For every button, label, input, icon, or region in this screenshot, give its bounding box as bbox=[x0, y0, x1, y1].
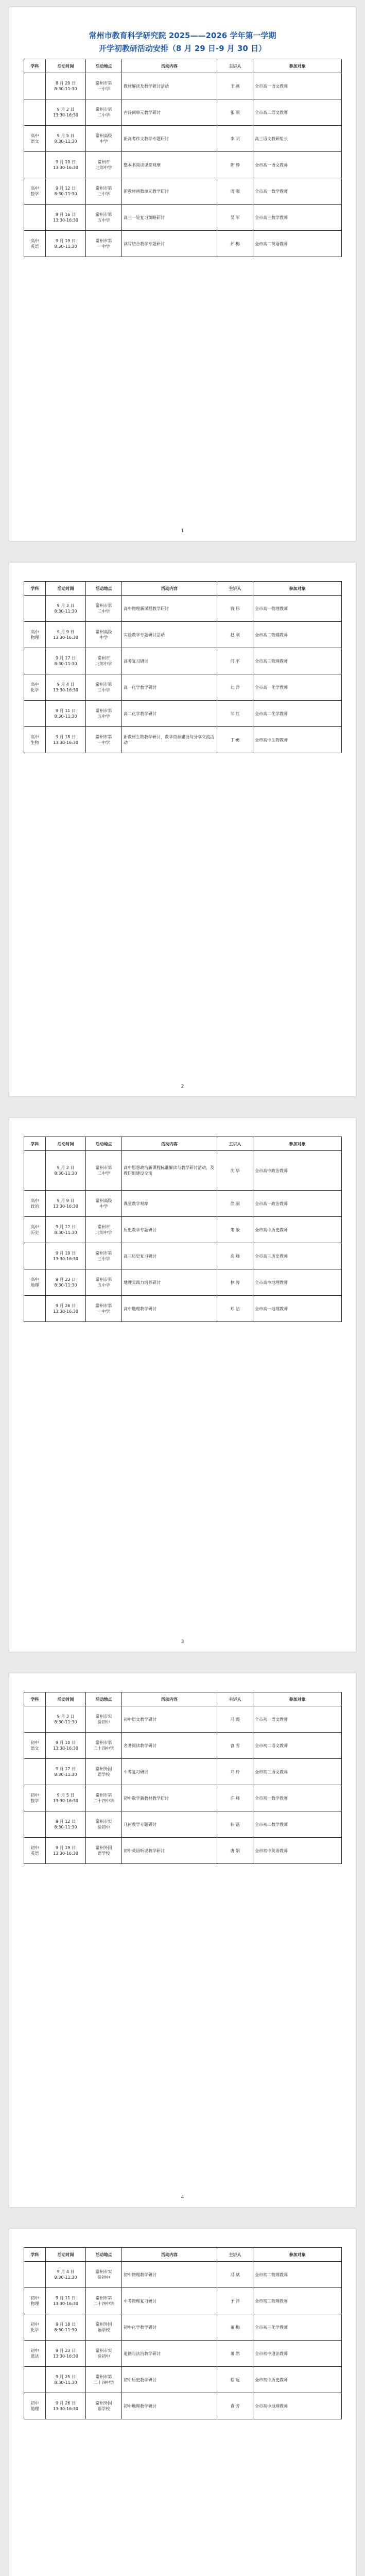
time-cell: 9 月 26 日 13:30-16:30 bbox=[46, 2393, 86, 2419]
column-header: 活动时间 bbox=[46, 59, 86, 73]
column-header: 活动内容 bbox=[122, 59, 217, 73]
speaker-cell: 徐 丽 bbox=[217, 1191, 253, 1217]
speaker-cell: 程 远 bbox=[217, 2367, 253, 2393]
content-cell: 初中语文教学研讨 bbox=[122, 1706, 217, 1733]
document-page bbox=[9, 2229, 356, 2576]
table-row bbox=[24, 1811, 342, 1838]
subject-cell bbox=[24, 1151, 46, 1191]
column-header: 学科 bbox=[24, 59, 46, 73]
audience-cell: 全市初一语文教师 bbox=[253, 1706, 342, 1733]
subject-cell: 高中 地理 bbox=[24, 1269, 46, 1296]
table-row bbox=[24, 2314, 342, 2341]
table-row bbox=[24, 648, 342, 674]
content-cell: 读写结合教学专题研讨 bbox=[122, 231, 217, 257]
audience-cell: 高三语文教研组长 bbox=[253, 126, 342, 152]
audience-cell: 全市高中历史教师 bbox=[253, 1217, 342, 1243]
subject-cell: 初中 地理 bbox=[24, 2393, 46, 2419]
time-cell: 9 月 26 日 13:30-16:30 bbox=[46, 1296, 86, 1322]
speaker-cell: 冯 霞 bbox=[217, 1706, 253, 1733]
column-header: 主讲人 bbox=[217, 1137, 253, 1151]
time-cell: 9 月 16 日 13:30-16:30 bbox=[46, 205, 86, 231]
time-cell: 9 月 23 日 8:30-11:30 bbox=[46, 1269, 86, 1296]
location-cell: 常州市 北郊中学 bbox=[86, 1217, 122, 1243]
content-cell: 课堂教学观摩 bbox=[122, 1191, 217, 1217]
location-cell: 常州高级 中学 bbox=[86, 126, 122, 152]
speaker-cell: 韩 磊 bbox=[217, 1811, 253, 1838]
page-number: 1 bbox=[181, 529, 184, 534]
speaker-cell: 刘 洋 bbox=[217, 674, 253, 701]
speaker-cell: 陈 静 bbox=[217, 152, 253, 178]
table-header-row bbox=[24, 1692, 342, 1706]
subject-cell bbox=[24, 648, 46, 674]
location-cell: 常州市第 一中学 bbox=[86, 73, 122, 99]
subject-cell: 高中 生物 bbox=[24, 727, 46, 753]
subject-cell bbox=[24, 205, 46, 231]
audience-cell: 全市高二物理教师 bbox=[253, 622, 342, 648]
audience-cell: 全市初二数学教师 bbox=[253, 1811, 342, 1838]
column-header: 学科 bbox=[24, 2248, 46, 2262]
location-cell: 常州外国 语学校 bbox=[86, 2314, 122, 2341]
audience-cell: 全市高一语文教师 bbox=[253, 73, 342, 99]
column-header: 活动内容 bbox=[122, 582, 217, 596]
speaker-cell: 孙 梅 bbox=[217, 231, 253, 257]
location-cell: 常州市第 二中学 bbox=[86, 99, 122, 126]
document-page bbox=[9, 1118, 356, 1652]
time-cell: 9 月 4 日 13:30-16:30 bbox=[46, 674, 86, 701]
audience-cell: 全市高一语文教师 bbox=[253, 152, 342, 178]
location-cell: 常州高级 中学 bbox=[86, 622, 122, 648]
location-cell: 常州市实 验初中 bbox=[86, 1811, 122, 1838]
content-cell: 中考物理复习研讨 bbox=[122, 2288, 217, 2314]
location-cell: 常州外国 语学校 bbox=[86, 1838, 122, 1864]
location-cell: 常州市第 一中学 bbox=[86, 1296, 122, 1322]
time-cell: 9 月 12 日 8:30-11:30 bbox=[46, 178, 86, 205]
time-cell: 9 月 5 日 13:30-16:30 bbox=[46, 1785, 86, 1811]
location-cell: 常州市第 一中学 bbox=[86, 231, 122, 257]
schedule-table bbox=[24, 1692, 342, 1864]
location-cell: 常州市实 验初中 bbox=[86, 2262, 122, 2288]
table-row bbox=[24, 1191, 342, 1217]
audience-cell: 全市高一地理教师 bbox=[253, 1296, 342, 1322]
time-cell: 9 月 25 日 8:30-11:30 bbox=[46, 2367, 86, 2393]
table-row bbox=[24, 2341, 342, 2367]
audience-cell: 全市初三化学教师 bbox=[253, 2314, 342, 2341]
schedule-table bbox=[24, 59, 342, 257]
column-header: 活动时间 bbox=[46, 582, 86, 596]
content-cell: 初中地理教学研讨 bbox=[122, 2393, 217, 2419]
speaker-cell: 袁 芳 bbox=[217, 2393, 253, 2419]
location-cell: 常州市第 五中学 bbox=[86, 1269, 122, 1296]
schedule-table bbox=[24, 1137, 342, 1322]
content-cell: 道德与法治教学研讨 bbox=[122, 2341, 217, 2367]
content-cell: 历史教学专题研讨 bbox=[122, 1217, 217, 1243]
table-row bbox=[24, 701, 342, 727]
time-cell: 9 月 9 日 13:30-16:30 bbox=[46, 622, 86, 648]
document-page bbox=[9, 563, 356, 1096]
column-header: 活动内容 bbox=[122, 1137, 217, 1151]
page-content bbox=[24, 1137, 341, 1322]
schedule-table bbox=[24, 2247, 342, 2419]
time-cell: 9 月 2 日 13:30-16:30 bbox=[46, 99, 86, 126]
column-header: 学科 bbox=[24, 1692, 46, 1706]
audience-cell: 全市高中政治教师 bbox=[253, 1151, 342, 1191]
page-number: 4 bbox=[181, 2195, 184, 2200]
table-row bbox=[24, 1269, 342, 1296]
page-content bbox=[24, 2247, 341, 2419]
content-cell: 地理实践力培养研讨 bbox=[122, 1269, 217, 1296]
content-cell: 高二化学教学研讨 bbox=[122, 701, 217, 727]
subject-cell bbox=[24, 2367, 46, 2393]
table-row bbox=[24, 99, 342, 126]
table-row bbox=[24, 1296, 342, 1322]
subject-cell: 初中 化学 bbox=[24, 2314, 46, 2341]
column-header: 参加对象 bbox=[253, 2248, 342, 2262]
speaker-cell: 吴 军 bbox=[217, 205, 253, 231]
speaker-cell: 萧 然 bbox=[217, 2341, 253, 2367]
table-row bbox=[24, 1243, 342, 1269]
table-row bbox=[24, 1838, 342, 1864]
table-header-row bbox=[24, 582, 342, 596]
document-page bbox=[9, 1673, 356, 2207]
audience-cell: 全市高三数学教师 bbox=[253, 205, 342, 231]
audience-cell: 全市高一政治教师 bbox=[253, 1191, 342, 1217]
audience-cell: 全市高二英语教师 bbox=[253, 231, 342, 257]
column-header: 活动内容 bbox=[122, 2248, 217, 2262]
content-cell: 古诗词单元教学研讨 bbox=[122, 99, 217, 126]
location-cell: 常州市第 三中学 bbox=[86, 674, 122, 701]
time-cell: 9 月 2 日 8:30-11:30 bbox=[46, 1151, 86, 1191]
content-cell: 高中地理教学研讨 bbox=[122, 1296, 217, 1322]
subject-cell bbox=[24, 152, 46, 178]
location-cell: 常州市 北郊中学 bbox=[86, 648, 122, 674]
subject-cell bbox=[24, 2262, 46, 2288]
content-cell: 整本书阅读课堂观摩 bbox=[122, 152, 217, 178]
column-header: 活动时间 bbox=[46, 1692, 86, 1706]
subject-cell bbox=[24, 99, 46, 126]
document-subtitle: 开学初教研活动安排（8 月 29 日-9 月 30 日） bbox=[98, 44, 267, 53]
page-content bbox=[24, 581, 341, 753]
subject-cell bbox=[24, 73, 46, 99]
table-row bbox=[24, 596, 342, 622]
audience-cell: 全市高一化学教师 bbox=[253, 674, 342, 701]
table-row bbox=[24, 2393, 342, 2419]
speaker-cell: 王 燕 bbox=[217, 73, 253, 99]
subject-cell bbox=[24, 1811, 46, 1838]
speaker-cell: 邹 红 bbox=[217, 701, 253, 727]
content-cell: 高三一轮复习策略研讨 bbox=[122, 205, 217, 231]
subject-cell bbox=[24, 1706, 46, 1733]
column-header: 主讲人 bbox=[217, 1692, 253, 1706]
table-row bbox=[24, 152, 342, 178]
speaker-cell: 唐 娟 bbox=[217, 1838, 253, 1864]
location-cell: 常州市第 五中学 bbox=[86, 701, 122, 727]
speaker-cell: 沈 华 bbox=[217, 1151, 253, 1191]
table-row bbox=[24, 622, 342, 648]
speaker-cell: 钱 伟 bbox=[217, 596, 253, 622]
subject-cell: 高中 历史 bbox=[24, 1217, 46, 1243]
location-cell: 常州外国 语学校 bbox=[86, 1759, 122, 1785]
audience-cell: 全市高三历史教师 bbox=[253, 1243, 342, 1269]
column-header: 活动地点 bbox=[86, 2248, 122, 2262]
column-header: 主讲人 bbox=[217, 582, 253, 596]
subject-cell: 高中 物理 bbox=[24, 622, 46, 648]
table-header-row bbox=[24, 2248, 342, 2262]
page-number: 3 bbox=[181, 1639, 184, 1645]
subject-cell: 初中 数学 bbox=[24, 1785, 46, 1811]
speaker-cell: 李 明 bbox=[217, 126, 253, 152]
audience-cell: 全市高二语文教师 bbox=[253, 99, 342, 126]
table-row bbox=[24, 2262, 342, 2288]
table-row bbox=[24, 231, 342, 257]
subject-cell: 初中 语文 bbox=[24, 1733, 46, 1759]
audience-cell: 全市初中历史教师 bbox=[253, 2367, 342, 2393]
location-cell: 常州市第 三中学 bbox=[86, 178, 122, 205]
subject-cell: 高中 政治 bbox=[24, 1191, 46, 1217]
table-row bbox=[24, 126, 342, 152]
audience-cell: 全市高一物理教师 bbox=[253, 596, 342, 622]
speaker-cell: 林 涛 bbox=[217, 1269, 253, 1296]
column-header: 活动时间 bbox=[46, 1137, 86, 1151]
location-cell: 常州市第 二中学 bbox=[86, 596, 122, 622]
location-cell: 常州市第 一中学 bbox=[86, 727, 122, 753]
page-content bbox=[24, 1692, 341, 1864]
time-cell: 9 月 19 日 8:30-11:30 bbox=[46, 231, 86, 257]
subject-cell: 高中 数学 bbox=[24, 178, 46, 205]
table-row bbox=[24, 1151, 342, 1191]
speaker-cell: 许 峰 bbox=[217, 1785, 253, 1811]
audience-cell: 全市初中道法教师 bbox=[253, 2341, 342, 2367]
audience-cell: 全市高中地理教师 bbox=[253, 1269, 342, 1296]
audience-cell: 全市高三物理教师 bbox=[253, 648, 342, 674]
time-cell: 9 月 17 日 8:30-11:30 bbox=[46, 648, 86, 674]
subject-cell: 初中 物理 bbox=[24, 2288, 46, 2314]
time-cell: 9 月 3 日 8:30-11:30 bbox=[46, 596, 86, 622]
location-cell: 常州市第 五中学 bbox=[86, 205, 122, 231]
content-cell: 新高考作文教学专题研讨 bbox=[122, 126, 217, 152]
time-cell: 9 月 12 日 8:30-11:30 bbox=[46, 1217, 86, 1243]
location-cell: 常州市第 二十四中学 bbox=[86, 1785, 122, 1811]
time-cell: 9 月 12 日 8:30-11:30 bbox=[46, 1811, 86, 1838]
audience-cell: 全市初三语文教师 bbox=[253, 1759, 342, 1785]
table-row bbox=[24, 178, 342, 205]
audience-cell: 全市高二化学教师 bbox=[253, 701, 342, 727]
subject-cell bbox=[24, 596, 46, 622]
location-cell: 常州市第 三中学 bbox=[86, 1243, 122, 1269]
location-cell: 常州市实 验初中 bbox=[86, 1706, 122, 1733]
location-cell: 常州市第 二中学 bbox=[86, 1151, 122, 1191]
speaker-cell: 曹 雪 bbox=[217, 1733, 253, 1759]
table-row bbox=[24, 1706, 342, 1733]
column-header: 活动时间 bbox=[46, 2248, 86, 2262]
content-cell: 实验教学专题研讨活动 bbox=[122, 622, 217, 648]
column-header: 参加对象 bbox=[253, 582, 342, 596]
time-cell: 9 月 18 日 13:30-16:30 bbox=[46, 727, 86, 753]
speaker-cell: 邓 玲 bbox=[217, 1759, 253, 1785]
table-row bbox=[24, 205, 342, 231]
speaker-cell: 朱 敏 bbox=[217, 1217, 253, 1243]
audience-cell: 全市高中生物教师 bbox=[253, 727, 342, 753]
column-header: 参加对象 bbox=[253, 1137, 342, 1151]
column-header: 主讲人 bbox=[217, 59, 253, 73]
table-row bbox=[24, 2367, 342, 2393]
location-cell: 常州市第 二十四中学 bbox=[86, 2367, 122, 2393]
location-cell: 常州高级 中学 bbox=[86, 1191, 122, 1217]
subject-cell bbox=[24, 701, 46, 727]
time-cell: 9 月 3 日 8:30-11:30 bbox=[46, 1706, 86, 1733]
table-row bbox=[24, 674, 342, 701]
location-cell: 常州市第 二十四中学 bbox=[86, 2288, 122, 2314]
column-header: 参加对象 bbox=[253, 59, 342, 73]
column-header: 学科 bbox=[24, 582, 46, 596]
table-header-row bbox=[24, 1137, 342, 1151]
audience-cell: 全市初二物理教师 bbox=[253, 2262, 342, 2288]
content-cell: 高考复习研讨 bbox=[122, 648, 217, 674]
column-header: 活动地点 bbox=[86, 1137, 122, 1151]
subject-cell bbox=[24, 1759, 46, 1785]
speaker-cell: 于 洋 bbox=[217, 2288, 253, 2314]
subject-cell bbox=[24, 1296, 46, 1322]
document-page bbox=[9, 7, 356, 541]
audience-cell: 全市初三物理教师 bbox=[253, 2288, 342, 2314]
table-row bbox=[24, 2288, 342, 2314]
content-cell: 高中物理新课程教学研讨 bbox=[122, 596, 217, 622]
audience-cell: 全市高一数学教师 bbox=[253, 178, 342, 205]
content-cell: 新教材生物教学研讨，教学资源建设与分享交流活动 bbox=[122, 727, 217, 753]
column-header: 活动地点 bbox=[86, 1692, 122, 1706]
content-cell: 初中英语听说教学研讨 bbox=[122, 1838, 217, 1864]
table-row bbox=[24, 1759, 342, 1785]
column-header: 参加对象 bbox=[253, 1692, 342, 1706]
location-cell: 常州市第 二十四中学 bbox=[86, 1733, 122, 1759]
content-cell: 高三历史复习研讨 bbox=[122, 1243, 217, 1269]
speaker-cell: 冯 斌 bbox=[217, 2262, 253, 2288]
content-cell: 初中化学教学研讨 bbox=[122, 2314, 217, 2341]
location-cell: 常州外国 语学校 bbox=[86, 2393, 122, 2419]
speaker-cell: 赵 刚 bbox=[217, 622, 253, 648]
content-cell: 高中思想政治新课程标准解读与教学研讨活动，及教研组建设交流 bbox=[122, 1151, 217, 1191]
subject-cell: 高中 化学 bbox=[24, 674, 46, 701]
location-cell: 常州市实 验初中 bbox=[86, 2341, 122, 2367]
time-cell: 9 月 17 日 8:30-11:30 bbox=[46, 1759, 86, 1785]
speaker-cell: 丁 勇 bbox=[217, 727, 253, 753]
speaker-cell: 董 梅 bbox=[217, 2314, 253, 2341]
time-cell: 9 月 9 日 13:30-16:30 bbox=[46, 1191, 86, 1217]
speaker-cell: 张 丽 bbox=[217, 99, 253, 126]
audience-cell: 全市初中地理教师 bbox=[253, 2393, 342, 2419]
time-cell: 9 月 10 日 13:30-16:30 bbox=[46, 1733, 86, 1759]
time-cell: 9 月 4 日 8:30-11:30 bbox=[46, 2262, 86, 2288]
content-cell: 初中物理教学研讨 bbox=[122, 2262, 217, 2288]
time-cell: 9 月 23 日 13:30-16:30 bbox=[46, 2341, 86, 2367]
time-cell: 8 月 29 日 8:30-11:30 bbox=[46, 73, 86, 99]
audience-cell: 全市初二语文教师 bbox=[253, 1733, 342, 1759]
column-header: 主讲人 bbox=[217, 2248, 253, 2262]
content-cell: 高一化学教学研讨 bbox=[122, 674, 217, 701]
page-number: 2 bbox=[181, 1084, 184, 1089]
table-row bbox=[24, 1733, 342, 1759]
time-cell: 9 月 10 日 13:30-16:30 bbox=[46, 152, 86, 178]
table-row bbox=[24, 1217, 342, 1243]
content-cell: 初中历史教学研讨 bbox=[122, 2367, 217, 2393]
table-row bbox=[24, 1785, 342, 1811]
location-cell: 常州市 北郊中学 bbox=[86, 152, 122, 178]
document-title: 常州市教育科学研究院 2025——2026 学年第一学期 bbox=[89, 31, 276, 40]
column-header: 活动内容 bbox=[122, 1692, 217, 1706]
audience-cell: 全市初一数学教师 bbox=[253, 1785, 342, 1811]
time-cell: 9 月 18 日 8:30-11:30 bbox=[46, 2314, 86, 2341]
time-cell: 9 月 19 日 13:30-16:30 bbox=[46, 1838, 86, 1864]
table-row bbox=[24, 73, 342, 99]
time-cell: 9 月 5 日 8:30-11:30 bbox=[46, 126, 86, 152]
content-cell: 几何教学专题研讨 bbox=[122, 1811, 217, 1838]
column-header: 活动地点 bbox=[86, 582, 122, 596]
table-header-row bbox=[24, 59, 342, 73]
schedule-table bbox=[24, 581, 342, 753]
content-cell: 新教材函数单元教学研讨 bbox=[122, 178, 217, 205]
speaker-cell: 周 强 bbox=[217, 178, 253, 205]
speaker-cell: 郑 洁 bbox=[217, 1296, 253, 1322]
content-cell: 名著阅读教学研讨 bbox=[122, 1733, 217, 1759]
content-cell: 教材解读及教学研讨活动 bbox=[122, 73, 217, 99]
time-cell: 9 月 11 日 8:30-11:30 bbox=[46, 701, 86, 727]
column-header: 学科 bbox=[24, 1137, 46, 1151]
speaker-cell: 何 平 bbox=[217, 648, 253, 674]
page-content bbox=[24, 26, 341, 257]
subject-cell: 高中 语文 bbox=[24, 126, 46, 152]
table-row bbox=[24, 727, 342, 753]
subject-cell: 初中 英语 bbox=[24, 1838, 46, 1864]
time-cell: 9 月 19 日 13:30-16:30 bbox=[46, 1243, 86, 1269]
subject-cell bbox=[24, 1243, 46, 1269]
time-cell: 9 月 11 日 13:30-16:30 bbox=[46, 2288, 86, 2314]
content-cell: 初中数学新教材教学研讨 bbox=[122, 1785, 217, 1811]
subject-cell: 高中 英语 bbox=[24, 231, 46, 257]
subject-cell: 初中 道法 bbox=[24, 2341, 46, 2367]
audience-cell: 全市初中英语教师 bbox=[253, 1838, 342, 1864]
column-header: 活动地点 bbox=[86, 59, 122, 73]
speaker-cell: 高 峰 bbox=[217, 1243, 253, 1269]
content-cell: 中考复习研讨 bbox=[122, 1759, 217, 1785]
